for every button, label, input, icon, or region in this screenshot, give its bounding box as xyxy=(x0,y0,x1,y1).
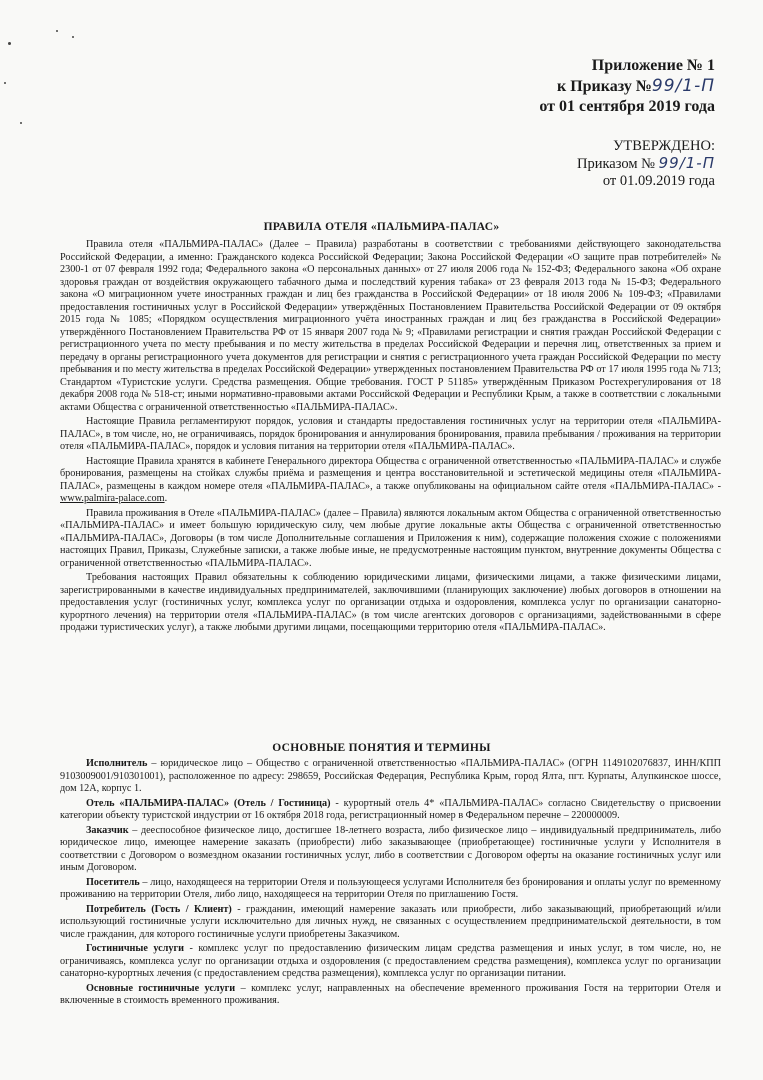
term-name: Гостиничные услуги xyxy=(86,943,184,954)
appendix-order-prefix: к Приказу № xyxy=(556,78,652,95)
intro-paragraph: Требования настоящих Правил обязательны к соблюдению юридическими лицами, физическими лицами, а также физическими лицами, зарегистрированными в качестве индивидуальных предпринимателей, заключившими (планирующих заключение) любых договоров в отношении на предоставления услуг (гостиничных услуг, комплекса услуг по организации отдыха и оздоровления, комплекса услуг по организации санаторно-курортного лечения) на территории отеля «ПАЛЬМИРА-ПАЛАС» (в том числе агентских договоров с организациями, задействованными в сфере продажи туристических услуг), а также любыми другими лицами, посещающими территорию отеля «ПАЛЬМИРА-ПАЛАС». xyxy=(60,572,721,633)
storage-text: Настоящие Правила хранятся в кабинете Генерального директора Общества с ограниченной ответственностью «ПАЛЬМИРА-ПАЛАС» и службе бронирования, размещены на стойках службы приёма и размещения и центра восстановительной и эстетической медицины отеля «ПАЛЬМИРА-ПАЛАС», размещены в каждом номере отеля «ПАЛЬМИРА-ПАЛАС», а также опубликованы на официальном сайте отеля «ПАЛЬМИРА-ПАЛАС» - xyxy=(60,455,721,492)
appendix-line2 xyxy=(539,76,715,97)
term-definition: - гражданин, имеющий намерение заказать или приобрести, либо заказывающий, приобретающий и/или использующий гостиничные услуги исключительно для личных нужд, не связанных с осуществлением предпринимательской деятельности, в том числе гражданин, для которого гостиничные услуги приобретены Заказчиком. xyxy=(60,903,721,940)
terms-section xyxy=(60,758,721,1010)
intro-paragraph: Правила отеля «ПАЛЬМИРА-ПАЛАС» (Далее – Правила) разработаны в соответствии с требованиями действующего законодательства Российской Федерации, а именно: Гражданского кодекса Российской Федерации; Закона Российской Федерации «О защите прав потребителей» № 2300-1 от 07 февраля 1992 года; Федерального закона «О персональных данных» от 27 июля 2006 года № 152-ФЗ; Федерального закона «Об охране здоровья граждан от воздействия окружающего табачного дыма и последствий курения табака» от 23 февраля 2013 года № 15-ФЗ; Федерального закона «О миграционном учете иностранных граждан и лиц без гражданства в Российской Федерации» от 18 июля 2006 № 109-ФЗ; «Правилами предоставления гостиничных услуг в Российской Федерации» утверждённых Постановлением Правительства Российской Федерации от 09 октября 2015 года № 1085; «Порядком осуществления миграционного учёта иностранных граждан и лиц без гражданства в Российской Федерации» утверждённого Постановлением Правительства РФ от 15 января 2007 года № 9; «Правилами регистрации и снятия граждан Российской Федерации с регистрационного учета по месту пребывания и по месту жительства в пределах Российской Федерации и перечня лиц, ответственных за прием и передачу в органы регистрационного учета документов для регистрации и снятия с регистрационного учета граждан Российской Федерации по месту пребывания и по месту жительства в пределах Российской Федерации» утвержденных постановлением Правительства РФ от 17 июля 1995 года № 713; Стандартом «Туристские услуги. Средства размещения. Общие требования. ГОСТ Р 51185» утверждённым Приказом Ростехрегулирования от 18 декабря 2008 года № 518-ст; иными нормативно-правовыми актами Российской Федерации и Республики Крым, а также в соответствии с локальными актами Общества с ограниченной ответственностью «ПАЛЬМИРА-ПАЛАС». xyxy=(60,239,721,413)
term-definition: - курортный отель 4* «ПАЛЬМИРА-ПАЛАС» согласно Свидетельству о присвоении категории объекту туристской индустрии от 16 октября 2018 года, регистрационный номер в Федеральном перечне – 220000009. xyxy=(60,797,721,821)
term-name: Потребитель (Гость / Клиент) xyxy=(86,903,232,915)
scan-speck xyxy=(20,122,22,124)
term-paragraph xyxy=(60,825,721,875)
scan-speck xyxy=(72,36,74,38)
approved-label: УТВЕРЖДЕНО: xyxy=(613,138,715,154)
term-definition: – дееспособное физическое лицо, достигшее 18-летнего возраста, либо физическое лицо – индивидуальный предприниматель, либо юридическое лицо, имеющее намерение заказать (приобрести) либо заказывающее (приобретающее) гостиничные услуги у Исполнителя в соответствии с Договором о возмездном оказании гостиничных услуг, либо в соответствии с Договором оферты на оказание гостиничных услуг или иным Договором. xyxy=(60,824,721,873)
intro-paragraph: Настоящие Правила регламентируют порядок, условия и стандарты предоставления гостиничных услуг на территории отеля «ПАЛЬМИРА-ПАЛАС», в том числе, но, не ограничиваясь, порядок бронирования и аннулирования бронирования, правила пребывания / проживания на территории отеля «ПАЛЬМИРА-ПАЛАС», порядок и условия питания на территории отеля «ПАЛЬМИРА-ПАЛАС». xyxy=(60,416,721,452)
appendix-order-number: 99/1-П xyxy=(651,76,715,96)
term-paragraph xyxy=(60,983,721,1008)
approved-order-number: 99/1-П xyxy=(658,154,715,172)
term-definition: – лицо, находящееся на территории Отеля и пользующееся услугами Исполнителя без бронирования и оплаты услуг по временному проживанию на территории Отеля, либо лицо, находящееся на территории Отеля по приглашению Гостя. xyxy=(60,876,721,900)
section-title: ОСНОВНЫЕ ПОНЯТИЯ И ТЕРМИНЫ xyxy=(272,742,491,754)
term-name: Посетитель xyxy=(86,876,140,888)
term-paragraph xyxy=(60,758,721,796)
approved-order xyxy=(577,155,715,173)
appendix-header xyxy=(539,56,715,117)
term-definition: - комплекс услуг по предоставлению физическим лицам средства размещения и иных услуг, в том числе, но, не ограничиваясь, комплекса услуг по организации отдыха и оздоровления (с предоставлением средства размещения), комплекса услуг по организации санаторно-курортных лечения (с предоставлением средства размещения), комплекса услуг по организации питании. xyxy=(60,943,722,979)
term-paragraph xyxy=(60,904,721,942)
term-definition: – комплекс услуг, направленных на обеспечение временного проживания Гостя на территории Отеля и включенные в стоимость временного проживания. xyxy=(60,982,721,1006)
approval-stamp xyxy=(577,138,715,190)
scan-speck xyxy=(4,82,6,84)
appendix-line3: от 01 сентября 2019 года xyxy=(539,98,715,115)
intro-section xyxy=(60,239,721,637)
term-paragraph xyxy=(60,943,721,981)
approved-date: от 01.09.2019 года xyxy=(602,173,715,189)
website-link[interactable]: www.palmira-palace.com xyxy=(60,493,165,504)
scan-speck xyxy=(8,42,11,45)
storage-text-end: . xyxy=(164,493,168,504)
term-name: Заказчик xyxy=(86,824,129,836)
term-paragraph xyxy=(60,798,721,823)
term-paragraph xyxy=(60,877,721,902)
term-name: Исполнитель xyxy=(86,758,148,769)
storage-paragraph xyxy=(60,456,721,506)
appendix-line1: Приложение № 1 xyxy=(591,57,715,74)
term-name: Основные гостиничные услуги xyxy=(86,982,236,994)
scan-speck xyxy=(56,30,58,32)
term-name: Отель «ПАЛЬМИРА-ПАЛАС» (Отель / Гостиница) xyxy=(86,797,331,809)
approved-order-prefix: Приказом № xyxy=(576,156,655,172)
document-title: ПРАВИЛА ОТЕЛЯ «ПАЛЬМИРА-ПАЛАС» xyxy=(263,221,500,233)
term-definition: – юридическое лицо – Общество с ограниченной ответственностью «ПАЛЬМИРА-ПАЛАС» (ОГРН 1149102076837, ИНН/КПП 9103009001/910301001), расположенное по адресу: 298659, Российская Федерация, Республика Крым, город Ялта, пгт. Курпаты, Алупкинское шоссе, дом 12А, корпус 1. xyxy=(60,758,721,794)
intro-paragraph: Правила проживания в Отеле «ПАЛЬМИРА-ПАЛАС» (далее – Правила) являются локальным актом Общества с ограниченной ответственностью «ПАЛЬМИРА-ПАЛАС» и имеет большую юридическую силу, чем любые другие локальные акты Общества с ограниченной ответственностью «ПАЛЬМИРА-ПАЛАС», Договоры (в том числе Дополнительные соглашения и Приложения к ним), содержащие положения схожие с положениями настоящих Правил, Приказы, Служебные записки, а также любые иные, не предусмотренные настоящим пунктом, внутренние документы Общества с ограниченной ответственностью «ПАЛЬМИРА-ПАЛАС». xyxy=(60,507,721,569)
